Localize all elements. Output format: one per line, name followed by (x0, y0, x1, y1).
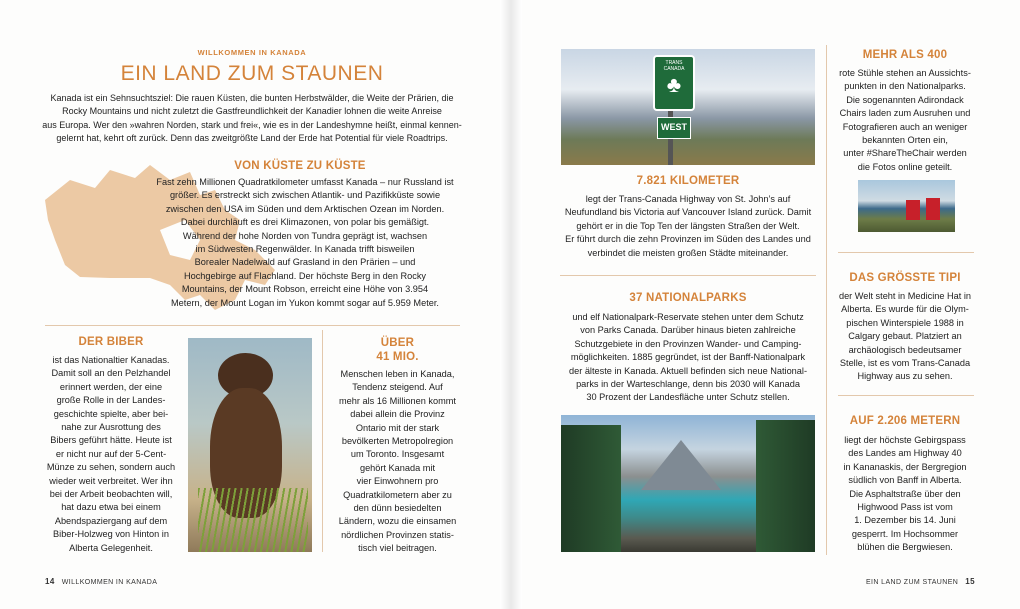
footer-right (866, 577, 975, 586)
page-number: 14 (45, 577, 55, 586)
page-number: 15 (965, 577, 975, 586)
coast-text: Fast zehn Millionen Quadratkilometer umfasst Kanada – nur Russland ist größer. Es erstreckt sich zwischen Atlantik- und Pazifikküste sowie zwischen den USA im Süden und dem Arktischen Ozean im Norden. Dabei durchläuft es drei Klimazonen, von polar bis gemäßigt. Während der hohe Norden von Tundra geprägt ist, wachsen im Südwesten Regenwälder. In Kanada trifft bisweilen Borealer Nadelwald auf Grasland in den Prärien – und Hochgebirge auf Flachland. Der höchste Berg in den Rocky Mountains, der Mount Robson, erreicht eine Höhe von 3.954 Metern, der Mount Logan im Yukon kommt sogar auf 5.959 Meter. (156, 177, 454, 308)
highway-text: legt der Trans-Canada Highway von St. John’s auf Neufundland bis Victoria auf Vancouver Island zurück. Damit gehört er in die Top Ten der längsten Straßen der Welt. Er führt durch die zehn Provinzen im Süden des Landes und verbindet die meisten großen Städte miteinander. (564, 194, 812, 258)
tipi-text: der Welt steht in Medicine Hat in Alberta. Es wurde für die Olym- pischen Winterspiele 1988 in Calgary gebaut. Platziert an archäologisch bedeutsamer Stelle, ist es vom Trans-Canada Highway aus zu sehen. (838, 291, 972, 382)
pass-heading: AUF 2.206 METERN (849, 415, 961, 427)
divider (838, 395, 974, 396)
west-sign: WEST (657, 117, 691, 139)
kicker: WILLKOMMEN IN KANADA (197, 48, 307, 57)
beaver-photo (188, 338, 312, 552)
highway-heading: 7.821 KILOMETER (636, 175, 740, 187)
book-gutter (500, 0, 522, 609)
divider (826, 45, 827, 555)
page-title: EIN LAND ZUM STAUNEN (120, 62, 384, 85)
tipi-heading: DAS GRÖSSTE TIPI (849, 272, 961, 284)
pass-text: liegt der höchste Gebirgspass des Landes am Highway 40 in Kananaskis, der Bergregion südlich von Banff in Alberta. Die Asphaltstraße über den Highwood Pass ist vom 1. Dezember bis 14. Juni gesperrt. Im Hochsommer blühen die Bergwiesen. (843, 435, 967, 553)
moraine-lake-photo (561, 415, 815, 552)
divider (838, 252, 974, 253)
intro-text: Kanada ist ein Sehnsuchtsziel: Die rauen Küsten, die bunten Herbstwälder, die Weite der Prärien, die Rocky Mountains und nicht zuletzt die Gastfreundlichkeit der Kanadier lohnen die weite Anreise aus Europa. Wer den »wahren Norden, stark und frei«, wie es in der Landeshymne heißt, einmal kennen- gelernt hat, kehrt oft zurück. Denn das zweitgrößte Land der Erde hat Potential für viele Roadtrips. (42, 93, 462, 144)
parks-text: und elf Nationalpark-Reservate stehen unter dem Schutz von Parks Canada. Darüber hinaus bieten zahlreiche Schutzgebiete in den Provinzen Wander- und Camping- möglichkeiten. 1885 gegründet, ist der Banff-Nationalpark der älteste in Kanada. Aktuell befinden sich neue National- parks in der Warteschlange, denn bis 2030 will Kanada 30 Prozent der Landesfläche unter Schutz stellen. (568, 312, 807, 403)
chairs-heading: MEHR ALS 400 (862, 49, 948, 61)
population-heading: ÜBER 41 MIO. (376, 337, 419, 363)
beaver-heading: DER BIBER (78, 336, 144, 348)
beaver-text: ist das Nationaltier Kanadas. Damit soll an den Pelzhandel erinnert werden, der eine große Rolle in der Landes- geschichte spielte, aber bei- nahe zur Ausrottung des Bibers geführt hätte. Heute ist er nicht nur auf der 5-Cent- Münze zu sehen, sondern auch wieder weit verbreitet. Wer ihn bei der Arbeit beobachten will, hat dazu etwa bei einem Abendspaziergang auf dem Biber-Holzweg von Hinton in Alberta Gelegenheit. (46, 355, 176, 553)
divider (322, 330, 323, 552)
parks-heading: 37 NATIONALPARKS (629, 292, 747, 304)
chairs-text: rote Stühle stehen an Aussichts- punkten in den Nationalparks. Die sogenannten Adirondack Chairs laden zum Ausruhen und Fotografieren auch an weniger bekannten Orten ein, unter #ShareTheChair werden die Fotos online geteilt. (839, 68, 971, 172)
footer-left (45, 577, 157, 586)
coast-heading: VON KÜSTE ZU KÜSTE (234, 160, 366, 172)
divider (560, 275, 816, 276)
running-head: EIN LAND ZUM STAUNEN (865, 579, 959, 586)
running-head: WILLKOMMEN IN KANADA (61, 579, 158, 586)
divider (45, 325, 460, 326)
highway-sign-photo (561, 49, 815, 165)
trans-canada-sign: TRANS CANADA ♣ (653, 55, 695, 111)
red-chairs-photo (858, 180, 955, 232)
population-text: Menschen leben in Kanada, Tendenz steigend. Auf mehr als 16 Millionen kommt dabei allein die Provinz Ontario mit der stark bevölkerten Metropolregion um Toronto. Insgesamt gehört Kanada mit vier Einwohnern pro Quadratkilometern aber zu den dünn besiedelten Ländern, wozu die einsamen nördlichen Provinzen statis- tisch viel beitragen. (338, 369, 457, 554)
